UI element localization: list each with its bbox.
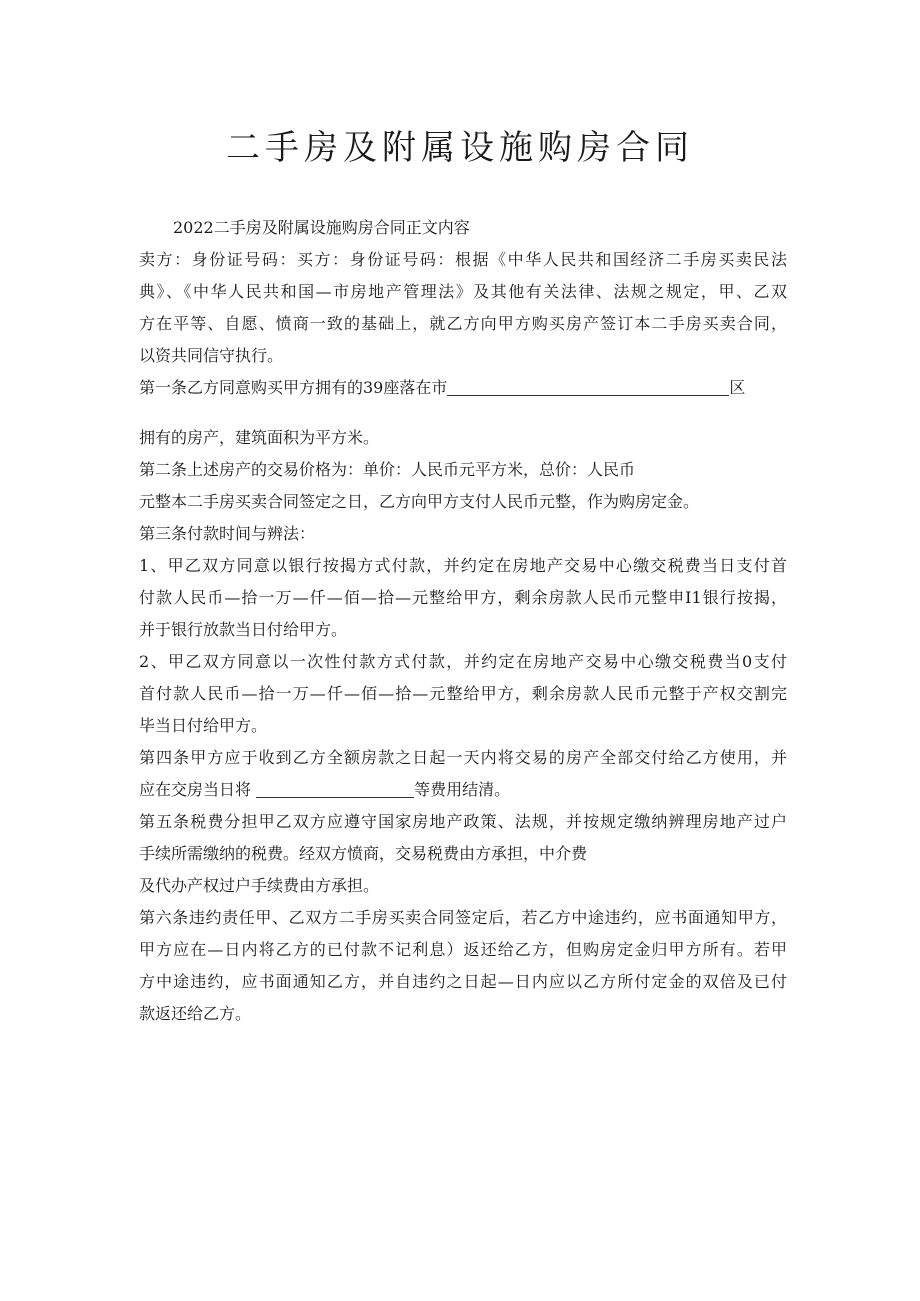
article-4-suffix: 等费用结清。 [414,780,511,799]
paragraph-line: 并于银行放款当日付给甲方。 [139,620,348,639]
article-4-fill-line [139,774,787,806]
paragraph-line: 拥有的房产，建筑面积为平方米。 [139,428,380,447]
paragraph-line: 以资共同信守执行。 [139,346,284,365]
spacer [139,404,787,422]
paragraph-line: 手续所需缴纳的税费。经双方愤商，交易税费由方承担，中介费 [139,844,588,863]
article-5-line: 第五条税费分担甲乙双方应遵守国家房地产政策、法规，并按规定缴纳辨理房地产过户 [139,812,787,831]
article-1-line [139,372,787,404]
paragraph-line: 卖方：身份证号码：买方：身份证号码：根据《中华人民共和国经济二手房买卖民法 [139,250,787,269]
article-6-line: 第六条违约责任甲、乙双方二手房买卖合同签定后，若乙方中途违约，应书面通知甲方， [139,908,787,927]
paragraph-line: 2、甲乙双方同意以一次性付款方式付款，并约定在房地产交易中心缴交税费当0支付 [139,652,787,671]
paragraph-line: 典》、《中华人民共和国—市房地产管理法》及其他有关法律、法规之规定，甲、乙双 [139,282,787,301]
article-4-line: 第四条甲方应于收到乙方全额房款之日起一天内将交易的房产全部交付给乙方使用，并 [139,748,787,767]
fill-in-blank [447,377,729,396]
paragraph-line: 付款人民币—拾一万—仟—佰—拾—元整给甲方，剩余房款人民币元整申I1银行按揭， [139,588,787,607]
article-1-suffix: 区 [729,378,746,397]
fill-in-blank [256,779,414,798]
paragraph-line: 1、甲乙双方同意以银行按揭方式付款，并约定在房地产交易中心缴交税费当日支付首 [139,556,787,575]
article-4-text: 应在交房当日将 [139,780,252,799]
paragraph-line: 款返还给乙方。 [139,1004,252,1023]
paragraph-line: 方中途违约，应书面通知乙方，并自违约之日起—日内应以乙方所付定金的双倍及已付 [139,972,787,991]
paragraph-line: 元整本二手房买卖合同签定之日，乙方向甲方支付人民币元整，作为购房定金。 [139,492,700,511]
paragraph-line: 毕当日付给甲方。 [139,716,268,735]
article-3-heading: 第三条付款时间与辨法： [139,524,316,543]
document-subtitle: 2022二手房及附属设施购房合同正文内容 [173,218,470,237]
paragraph-line: 方在平等、自愿、愤商一致的基础上，就乙方向甲方购买房产签订本二手房买卖合同， [139,314,787,333]
document-body [139,212,787,1030]
paragraph-line: 甲方应在—日内将乙方的已付款不记利息）返还给乙方，但购房定金归甲方所有。若甲 [139,940,787,959]
paragraph-line: 及代办产权过户手续费由方承担。 [139,876,380,895]
document-title: 二手房及附属设施购房合同 [226,128,694,168]
paragraph-line: 首付款人民币—拾一万—仟—佰—拾—元整给甲方，剩余房款人民币元整于产权交割完 [139,684,787,703]
article-2-line: 第二条上述房产的交易价格为：单价：人民币元平方米，总价：人民币 [139,460,636,479]
article-1-text: 第一条乙方同意购买甲方拥有的39座落在市 [139,378,448,397]
